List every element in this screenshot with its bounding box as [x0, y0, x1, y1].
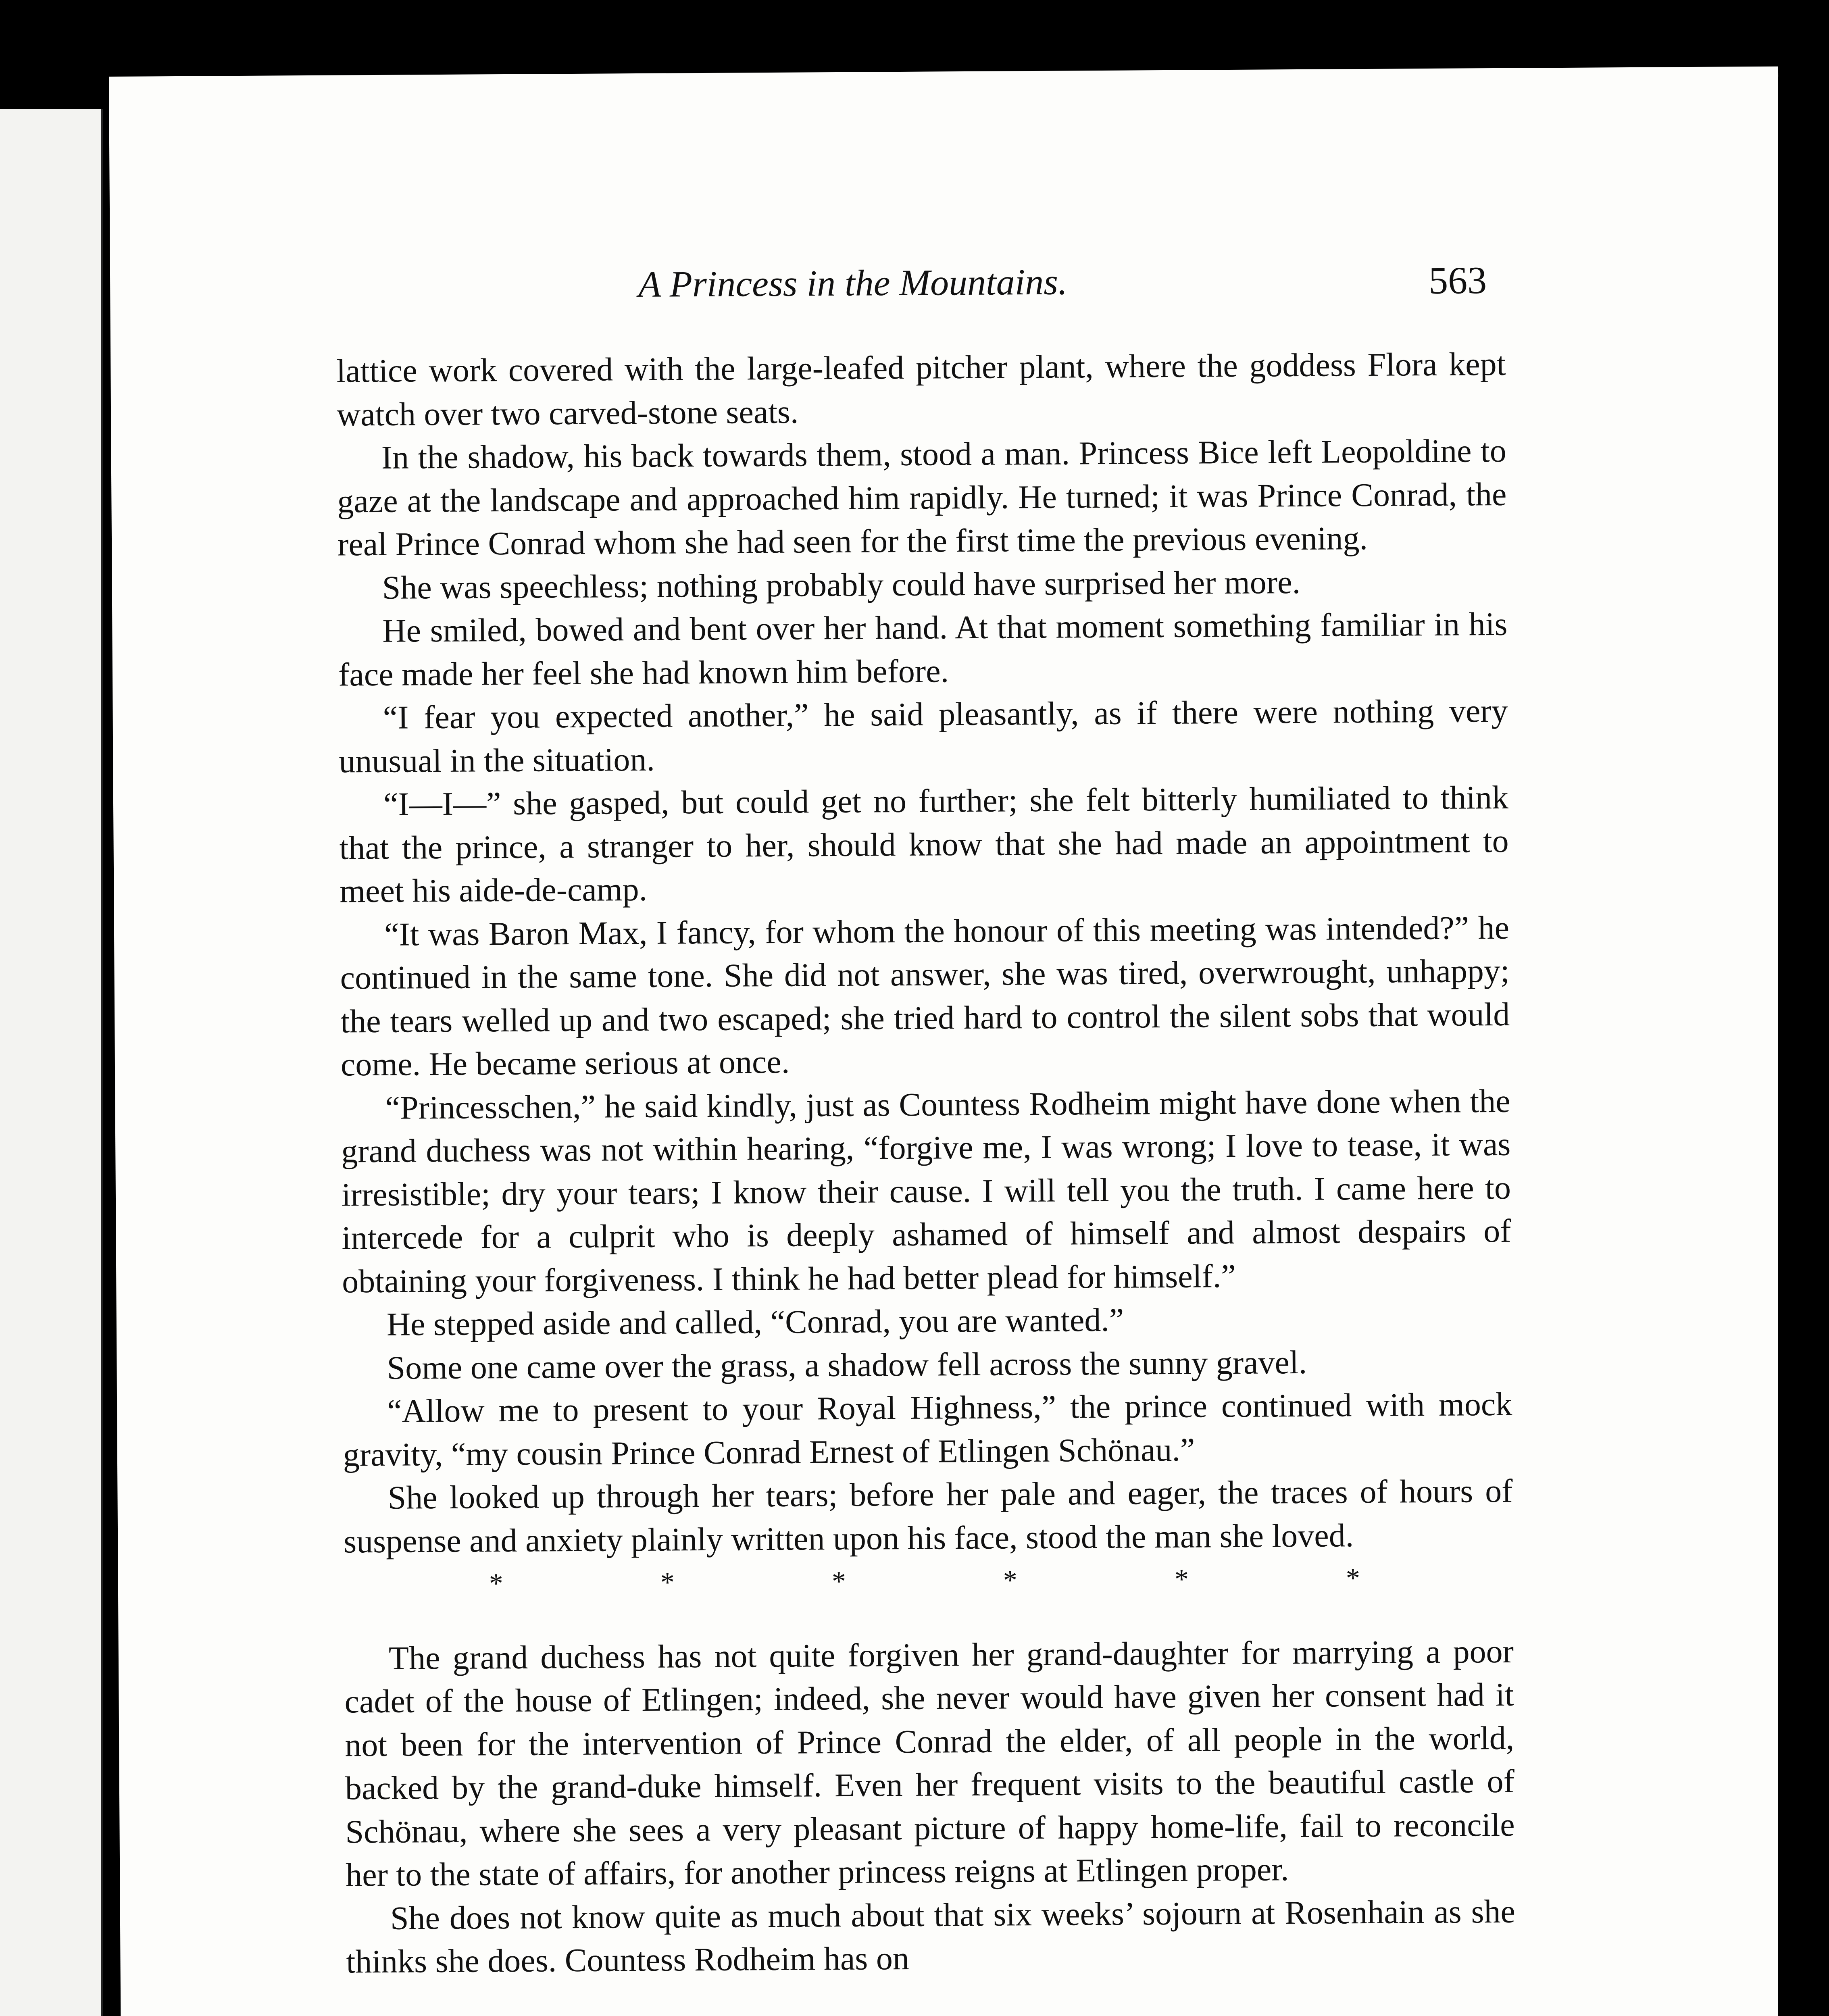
scanner-bed-edge: [1778, 77, 1829, 2016]
facing-page-edge: [0, 109, 103, 2016]
star-glyph: *: [660, 1567, 675, 1598]
running-title: A Princess in the Mountains.: [638, 261, 1068, 305]
star-glyph: *: [489, 1568, 504, 1599]
star-glyph: *: [1346, 1563, 1360, 1594]
paragraph: She looked up through her tears; before her pale and eager, the traces of hours of suspense and anxiety plainly written upon his face, stood the man she loved.: [343, 1472, 1513, 1560]
paragraph: In the shadow, his back towards them, stood a man. Princess Bice left Leopoldine to gaze at the landscape and approached him rapidly. He turned; it was Prince Conrad, the real Prince Conrad whom she had seen for the first time the previous evening.: [337, 432, 1507, 563]
star-glyph: *: [1003, 1565, 1018, 1596]
paragraph: He stepped aside and called, “Conrad, you are wanted.”: [386, 1301, 1124, 1343]
body-text: [336, 342, 1516, 1983]
page-header: [110, 256, 1780, 327]
paragraph: “Allow me to present to your Royal Highness,” the prince continued with mock gravity, “my cousin Prince Conrad Ernest of Etlingen Schönau.”: [343, 1385, 1512, 1473]
paragraph: She does not know quite as much about that six weeks’ sojourn at Rosenhain as she thinks she does. Countess Rodheim has on: [346, 1893, 1516, 1980]
star-glyph: *: [831, 1566, 846, 1597]
paragraph: She was speechless; nothing probably could have surprised her more.: [382, 563, 1301, 606]
paragraph: “Princesschen,” he said kindly, just as Countess Rodheim might have done when the grand duchess was not within hearing, “forgive me, I was wrong; I love to tease, it was irresistible; dry your tears; I know their cause. I will tell you the truth. I came here to intercede for a culprit who is deeply ashamed of himself and almost despairs of obtaining your forgiveness. I think he had better plead for himself.”: [341, 1082, 1511, 1300]
paragraph: lattice work covered with the large-leafed pitcher plant, where the goddess Flora kept watch over two carved-stone seats.: [336, 345, 1506, 433]
paragraph: “It was Baron Max, I fancy, for whom the honour of this meeting was intended?” he continued in the same tone. She did not answer, she was tired, overwrought, unhappy; the tears welled up and two escaped; she tried hard to control the silent sobs that would come. He became serious at once.: [340, 909, 1510, 1083]
paragraph: Some one came over the grass, a shadow fell across the sunny gravel.: [387, 1343, 1307, 1386]
paragraph: The grand duchess has not quite forgiven her grand-daughter for marrying a poor cadet of the house of Etlingen; indeed, she never would have given her consent had it not been for the intervention of Prince Conrad the elder, of all people in the world, backed by the grand-duke himself. Even her frequent visits to the beautiful castle of Schönau, where she sees a very pleasant picture of happy home-life, fail to reconcile her to the state of affairs, for another princess reigns at Etlingen proper.: [344, 1633, 1515, 1893]
book-page: [109, 67, 1794, 2016]
page-number: 563: [1428, 258, 1487, 302]
paragraph: He smiled, bowed and bent over her hand. At that moment something familiar in his face made her feel she had known him before.: [338, 605, 1508, 693]
section-break-stars: [344, 1556, 1514, 1606]
paragraph: “I fear you expected another,” he said pleasantly, as if there were nothing very unusual in the situation.: [339, 692, 1508, 780]
star-glyph: *: [1174, 1564, 1189, 1595]
paragraph: “I—I—” she gasped, but could get no further; she felt bitterly humiliated to think that the prince, a stranger to her, should know that she had made an appointment to meet his aide-de-camp.: [339, 779, 1509, 910]
